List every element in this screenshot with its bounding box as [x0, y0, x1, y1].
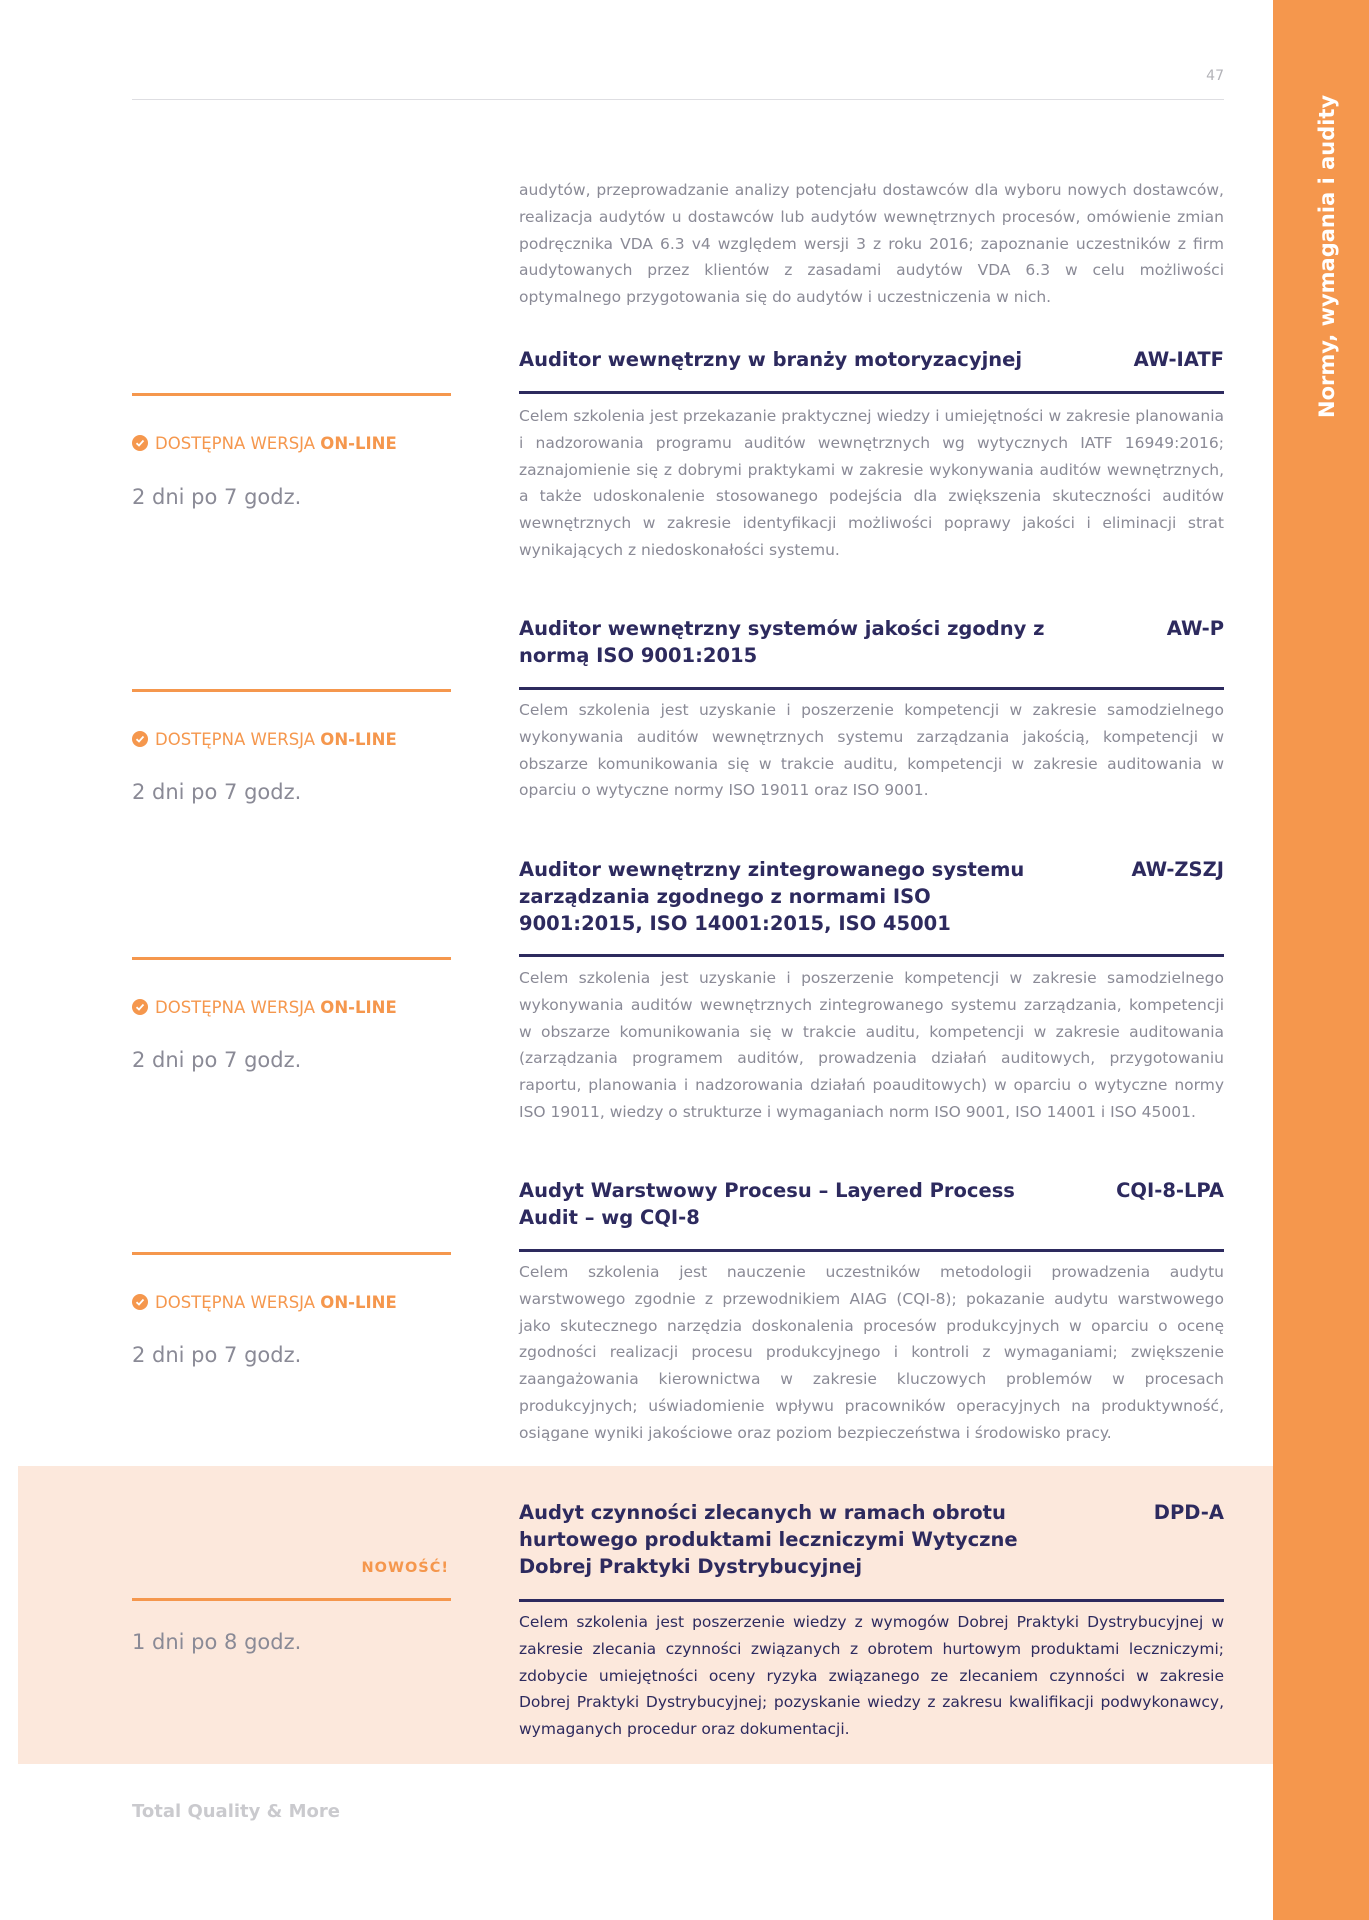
- online-prefix: DOSTĘPNA WERSJA: [155, 998, 316, 1017]
- online-prefix: DOSTĘPNA WERSJA: [155, 434, 316, 453]
- check-circle-icon: [132, 1294, 148, 1310]
- course-description: Celem szkolenia jest uzyskanie i poszerzenie kompetencji w zakresie samodzielnego wykonywania auditów wewnętrznych systemu zarządzania jakością, kompetencji w obszarze komunikowania się w trakcie auditu, kompetencji w zakresie auditowania w oparciu o wytyczne normy ISO 19011 oraz ISO 9001.: [519, 701, 1224, 800]
- course-duration: 1 dni po 8 godz.: [132, 1630, 302, 1654]
- course-title: Audyt czynności zlecanych w ramach obrotu hurtowego produktami leczniczymi Wytyczne Dobrej Praktyki Dystrybucyjnej: [519, 1501, 1018, 1578]
- course-divider: [519, 391, 1224, 394]
- course-title: Auditor wewnętrzny systemów jakości zgodny z normą ISO 9001:2015: [519, 617, 1045, 667]
- check-circle-icon: [132, 999, 148, 1015]
- course-side-divider: [132, 1252, 451, 1255]
- footer-brand: Total Quality & More: [132, 1801, 340, 1822]
- course-divider: [519, 954, 1224, 957]
- course-side-divider: [132, 689, 451, 692]
- course-code: DPD-A: [1153, 1501, 1224, 1524]
- section-title: Normy, wymagania i audity: [1315, 94, 1339, 418]
- course-code: CQI-8-LPA: [1116, 1179, 1224, 1202]
- course-divider: [519, 1599, 1224, 1602]
- course-title: Auditor wewnętrzny zintegrowanego systemu zarządzania zgodnego z normami ISO 9001:2015, ISO 14001:2015, ISO 45001: [519, 858, 1025, 935]
- intro-paragraph: audytów, przeprowadzanie analizy potencjału dostawców dla wyboru nowych dostawców, realizacja audytów u dostawców lub audytów wewnętrznych procesów, omówienie zmian podręcznika VDA 6.3 v4 względem wersji 3 z roku 2016; zapoznanie uczestników z firm audytowanych przez klientów z zasadami audytów VDA 6.3 w celu możliwości optymalnego przygotowania się do audytów i uczestniczenia w nich.: [519, 181, 1224, 307]
- course-description: Celem szkolenia jest uzyskanie i poszerzenie kompetencji w zakresie samodzielnego wykonywania auditów wewnętrznych zintegrowanego systemu zarządzania, kompetencji w obszarze komunikowania się w trakcie auditu, kompetencji w zakresie auditowania (zarządzania programem auditów, prowadzenia działań auditowych, przygotowaniu raportu, planowania i nadzorowania działań poauditowych) w oparciu o wytyczne normy ISO 19011, wiedzy o strukturze i wymaganiach norm ISO 9001, ISO 14001 i ISO 45001.: [519, 969, 1224, 1121]
- online-suffix: ON-LINE: [320, 1293, 397, 1312]
- course-description: Celem szkolenia jest poszerzenie wiedzy z wymogów Dobrej Praktyki Dystrybucyjnej w zakresie zlecania czynności związanych z obrotem hurtowym produktami leczniczymi; zdobycie umiejętności oceny ryzyka związanego ze zlecaniem czynności w zakresie Dobrej Praktyki Dystrybucyjnej; pozyskanie wiedzy z zakresu kwalifikacji podwykonawcy, wymaganych procedur oraz dokumentacji.: [519, 1613, 1224, 1739]
- online-badge: [132, 1291, 397, 1315]
- course-duration: 2 dni po 7 godz.: [132, 780, 302, 804]
- header-divider: [132, 99, 1224, 100]
- course-code: AW-ZSZJ: [1131, 858, 1224, 881]
- online-suffix: ON-LINE: [320, 998, 397, 1017]
- course-description: Celem szkolenia jest przekazanie praktycznej wiedzy i umiejętności w zakresie planowania i nadzorowania programu auditów wewnętrznych wg wytycznych IATF 16949:2016; zaznajomienie się z dobrymi praktykami w zakresie wykonywania auditów wewnętrznych, a także udoskonalenie stosowanego podejścia dla zwiększenia skuteczności auditów wewnętrznych w zakresie identyfikacji możliwości poprawy jakości i eliminacji strat wynikających z niedoskonałości systemu.: [519, 407, 1224, 559]
- course-side-divider: [132, 957, 451, 960]
- course-divider: [519, 687, 1224, 690]
- check-circle-icon: [132, 435, 148, 451]
- course-title: Audyt Warstwowy Procesu – Layered Process Audit – wg CQI-8: [519, 1179, 1015, 1229]
- page-number: 47: [1206, 68, 1224, 84]
- check-circle-icon: [132, 731, 148, 747]
- course-side-divider: [132, 393, 451, 396]
- course-duration: 2 dni po 7 godz.: [132, 1048, 302, 1072]
- course-code: AW-IATF: [1133, 348, 1224, 371]
- course-title: Auditor wewnętrzny w branży motoryzacyjnej: [519, 348, 1023, 371]
- course-duration: 2 dni po 7 godz.: [132, 1343, 302, 1367]
- course-description: Celem szkolenia jest nauczenie uczestników metodologii prowadzenia audytu warstwowego zgodnie z przewodnikiem AIAG (CQI-8); pokazanie audytu warstwowego jako skutecznego narzędzia doskonalenia procesów produkcyjnych w oparciu o ocenę zgodności realizacji procesu produkcyjnego i kontroli z wymaganiami; zwiększenie zaangażowania kierownictwa w zakresie kluczowych problemów w procesach produkcyjnych; uświadomienie wpływu pracowników operacyjnych na produktywność, osiągane wyniki jakościowe oraz poziom bezpieczeństwa i środowisko pracy.: [519, 1263, 1224, 1442]
- online-prefix: DOSTĘPNA WERSJA: [155, 730, 316, 749]
- online-prefix: DOSTĘPNA WERSJA: [155, 1293, 316, 1312]
- course-divider: [519, 1249, 1224, 1252]
- online-suffix: ON-LINE: [320, 730, 397, 749]
- course-side-divider: [132, 1598, 451, 1601]
- new-badge: NOWOŚĆ!: [361, 1560, 449, 1576]
- online-suffix: ON-LINE: [320, 434, 397, 453]
- online-badge: [132, 432, 397, 456]
- course-duration: 2 dni po 7 godz.: [132, 485, 302, 509]
- online-badge: [132, 996, 397, 1020]
- online-badge: [132, 728, 397, 752]
- course-code: AW-P: [1166, 617, 1224, 640]
